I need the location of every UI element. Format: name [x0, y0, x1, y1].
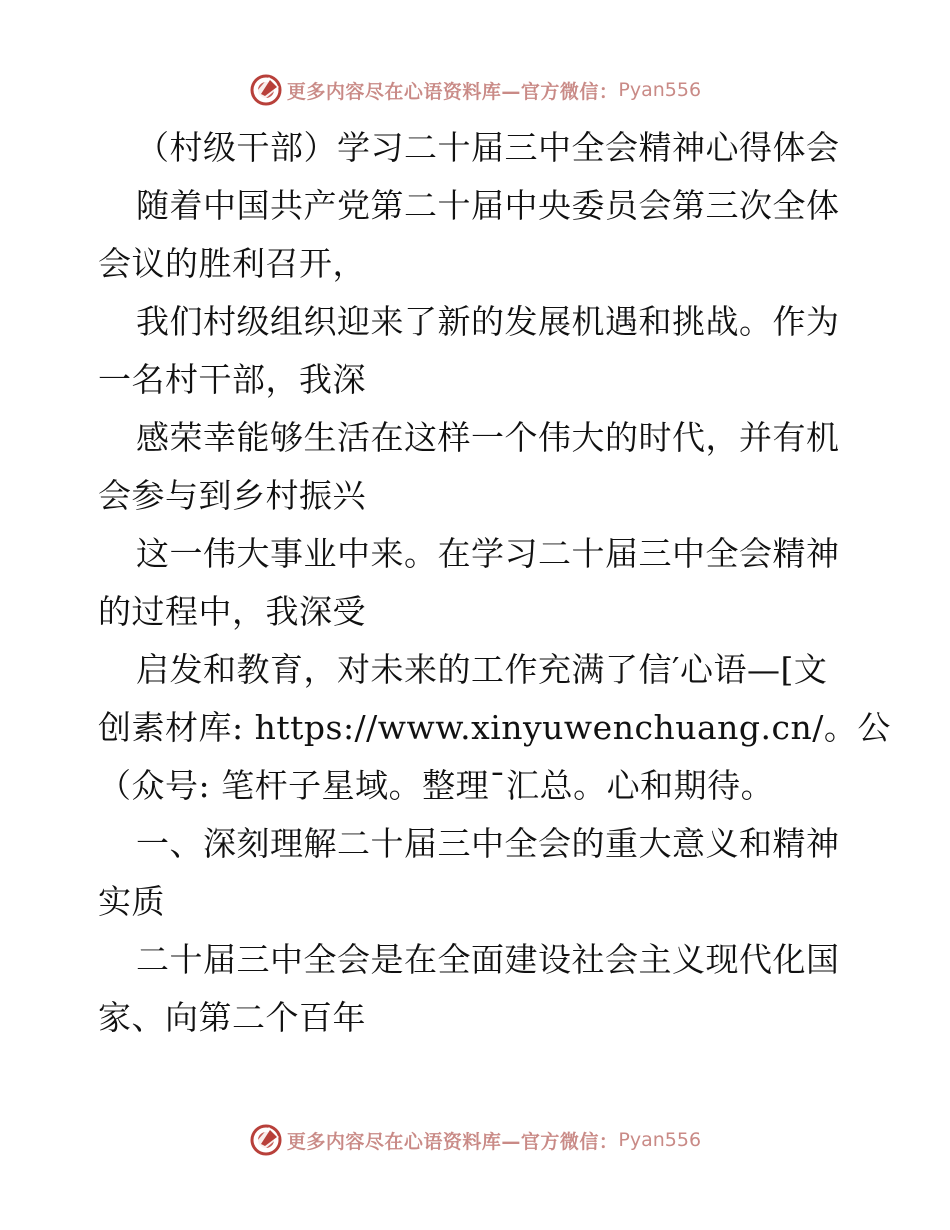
text-line: （众号: 笔杆子星域。整理¯汇总。心和期待。 — [98, 766, 775, 805]
text-line: 二十届三中全会是在全面建设社会主义现代化国 — [136, 940, 840, 979]
text-line: 家、向第二个百年 — [98, 998, 366, 1037]
text-line: 随着中国共产党第二十届中央委员会第三次全体 — [136, 186, 840, 225]
text-line: 这一伟大事业中来。在学习二十届三中全会精神 — [136, 534, 840, 573]
text-line: 实质 — [98, 882, 165, 921]
watermark-account: Pyan556 — [618, 79, 702, 101]
text-line: 会议的胜利召开， — [98, 244, 366, 283]
pen-logo-icon — [249, 1123, 283, 1157]
watermark-text: 更多内容尽在心语资料库—官方微信： — [286, 80, 619, 103]
pen-logo-icon — [249, 73, 283, 107]
footer-watermark — [0, 1120, 950, 1160]
text-line: 感荣幸能够生活在这样一个伟大的时代，并有机 — [136, 418, 840, 457]
text-line: 的过程中，我深受 — [98, 592, 366, 631]
watermark-account: Pyan556 — [618, 1129, 702, 1151]
document-body — [98, 119, 891, 1047]
text-line: 启发和教育，对未来的工作充满了信′心语—[文 — [136, 650, 828, 689]
text-line: 创素材库: https://www.xinyuwenchuang.cn/。公 — [98, 708, 891, 747]
text-line: （村级干部）学习二十届三中全会精神心得体会 — [136, 128, 840, 167]
text-line: 一、深刻理解二十届三中全会的重大意义和精神 — [136, 824, 840, 863]
text-line: 会参与到乡村振兴 — [98, 476, 366, 515]
text-line: 我们村级组织迎来了新的发展机遇和挑战。作为 — [136, 302, 840, 341]
watermark-text: 更多内容尽在心语资料库—官方微信： — [286, 1130, 619, 1153]
header-watermark — [0, 70, 950, 110]
text-line: 一名村干部，我深 — [98, 360, 366, 399]
